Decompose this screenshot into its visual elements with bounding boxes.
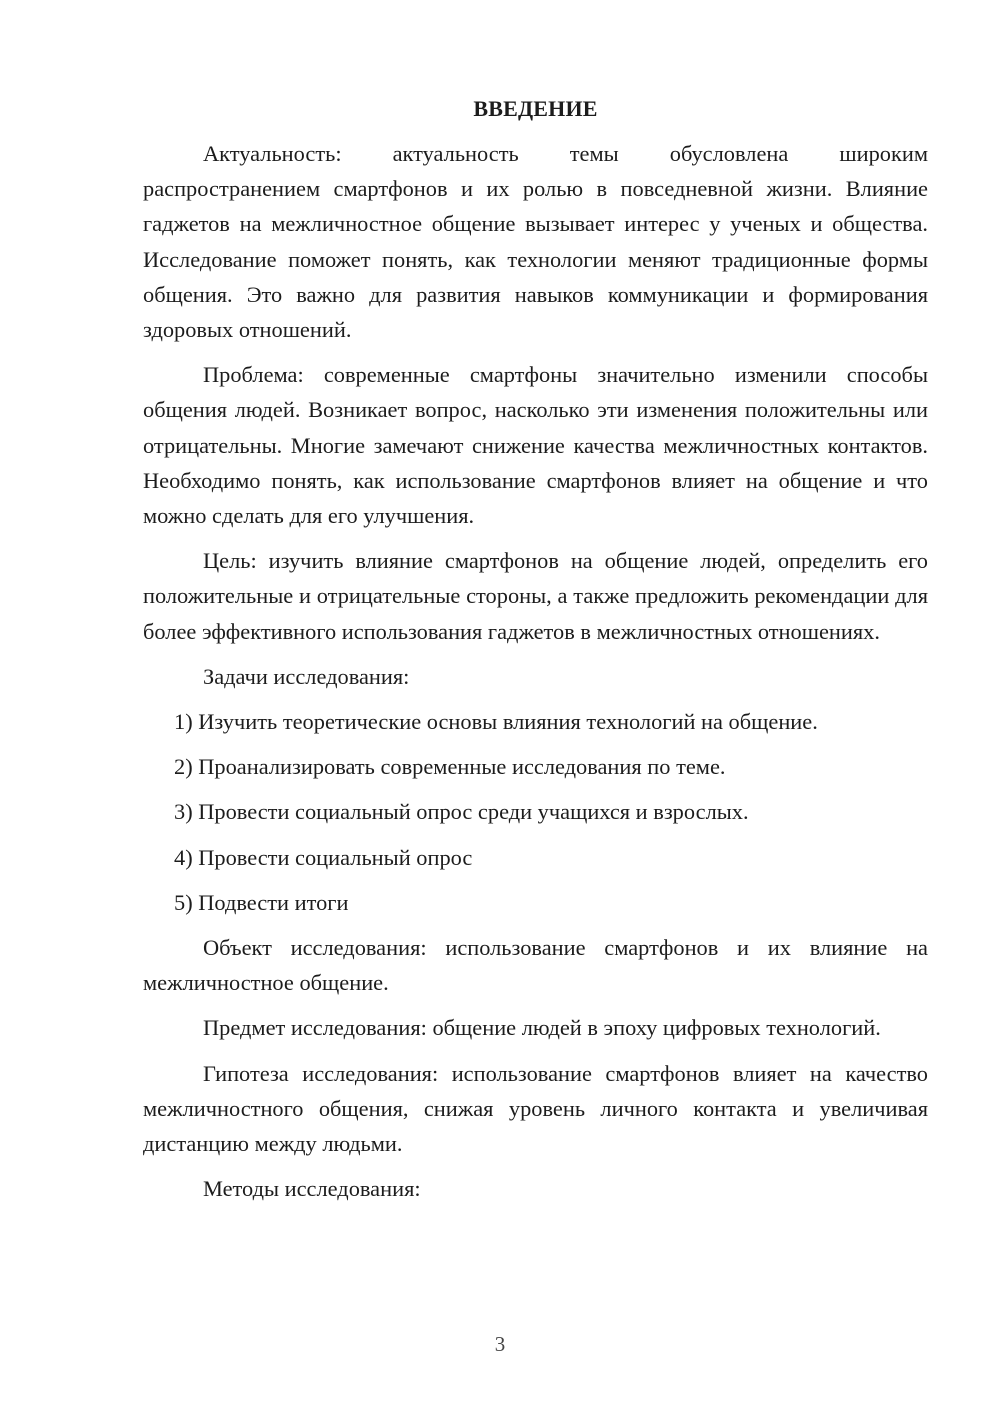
section-title: ВВЕДЕНИЕ [473,96,598,121]
task-item: 3) Провести социальный опрос среди учащихся и взрослых. [174,799,749,825]
tasks-list [143,704,928,920]
document-page [143,94,928,1216]
paragraph-hypothesis: Гипотеза исследования: использование смартфонов влияет на качество межличностного общения, снижая уровень личного контакта и увеличивая дистанцию между людьми. [143,1060,928,1157]
paragraph-subject: Предмет исследования: общение людей в эпоху цифровых технологий. [203,1015,881,1041]
paragraph-problem: Проблема: современные смартфоны значительно изменили способы общения людей. Возникает вопрос, насколько эти изменения положительны или отрицательны. Многие замечают снижение качества межличностных контактов. Необходимо понять, как использование смартфонов влияет на общение и что можно сделать для его улучшения. [143,362,928,529]
methods-heading: Методы исследования: [203,1176,421,1202]
task-item: 1) Изучить теоретические основы влияния технологий на общение. [174,709,818,735]
task-item: 4) Провести социальный опрос [174,844,473,870]
paragraph-object: Объект исследования: использование смартфонов и их влияние на межличностное общение. [143,935,928,996]
task-item: 2) Проанализировать современные исследования по теме. [174,754,726,780]
task-item: 5) Подвести итоги [174,889,349,915]
paragraph-goal: Цель: изучить влияние смартфонов на общение людей, определить его положительные и отрицательные стороны, а также предложить рекомендации для более эффективного использования гаджетов в межличностных отношениях. [143,548,928,644]
paragraph-relevance: Актуальность: актуальность темы обусловлена широким распространением смартфонов и их ролью в повседневной жизни. Влияние гаджетов на межличностное общение вызывает интерес у ученых и общества. Исследование поможет понять, как технологии меняют традиционные формы общения. Это важно для развития навыков коммуникации и формирования здоровых отношений. [143,141,928,343]
tasks-heading: Задачи исследования: [203,663,410,689]
page-number: 3 [494,1332,506,1356]
